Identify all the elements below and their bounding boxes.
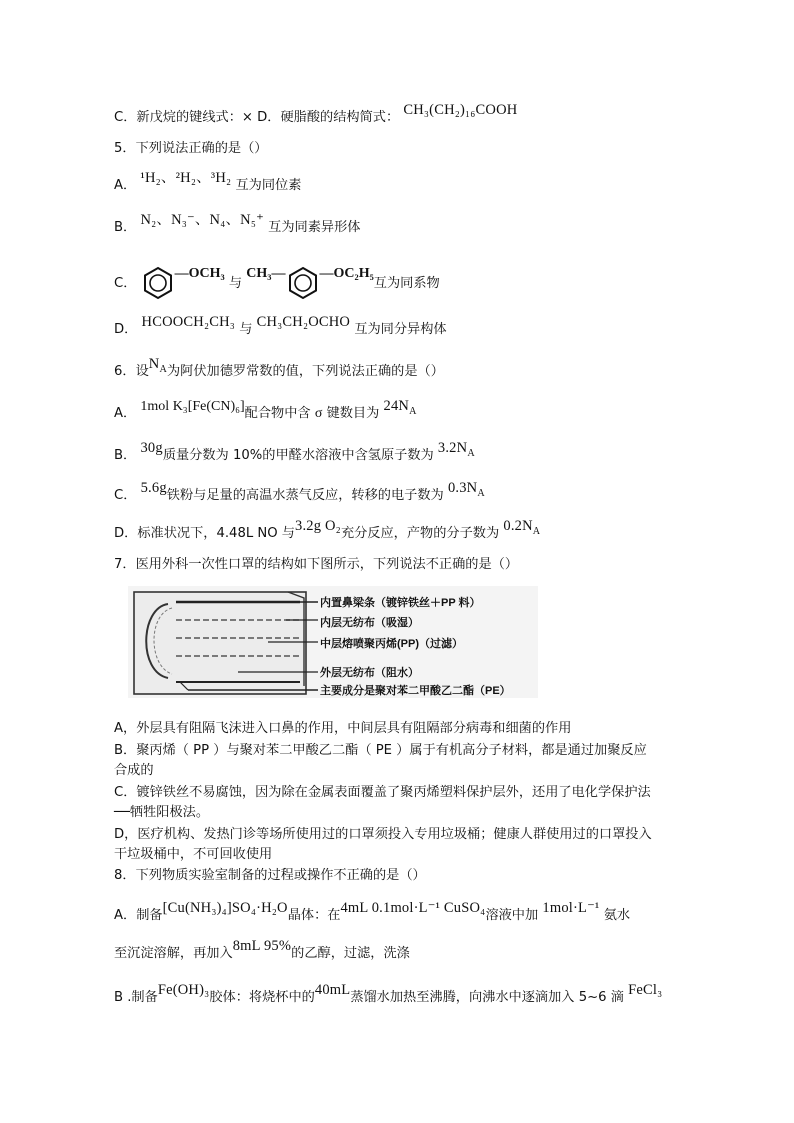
ferric-hydroxide-formula: Fe(OH)₃: [157, 982, 210, 998]
mask-structure-figure: [128, 586, 538, 698]
ammonia-conc: 1mol·L⁻¹: [542, 900, 600, 916]
benzene-ring-icon: [286, 266, 320, 300]
q5-stem: 5．下列说法正确的是（）: [114, 141, 268, 156]
q6-stem: [114, 356, 444, 386]
label-nose-wire: 内置鼻梁条（镀锌铁丝＋PP 料）: [320, 597, 481, 609]
complex-formula: 1mol K₃[Fe(CN)₆]: [140, 399, 245, 414]
option-text: 晶体：在: [287, 908, 341, 923]
mass-value: 30g: [140, 440, 163, 456]
label-middle-layer: 中层熔喷聚丙烯(PP)（过滤）: [320, 638, 463, 650]
q6-option-b: [114, 440, 475, 470]
q5-option-a: [114, 170, 302, 195]
q8-option-a-line2: [114, 938, 410, 963]
option-prefix: A．: [114, 406, 137, 421]
label-main-material: 主要成分是聚对苯二甲酸乙二酯（PE）: [320, 685, 511, 697]
option-text: 的乙醇，过滤，洗涤: [291, 946, 410, 961]
prev-question-options-c-d: [114, 102, 518, 127]
q7-stem: 7．医用外科一次性口罩的结构如下图所示，下列说法不正确的是（）: [114, 557, 519, 572]
oxygen-mass: 3.2g O₂: [295, 518, 341, 534]
ethoxy-group: OC₂H₅: [333, 266, 374, 281]
ethanol-volume: 8mL 95%: [232, 938, 292, 954]
q8-option-b: [114, 982, 663, 1007]
option-text: 充分反应，产物的分子数为: [340, 526, 500, 541]
option-prefix: D．: [114, 322, 138, 337]
mass-value: 5.6g: [140, 480, 167, 496]
option-text: 胶体：将烧杯中的: [209, 990, 315, 1005]
option-prefix: C．: [114, 488, 137, 503]
sigma-symbol: σ: [314, 406, 323, 421]
q6-option-a: [114, 398, 417, 428]
methoxy-group: OCH₃: [188, 266, 225, 281]
water-volume: 40mL: [314, 982, 351, 998]
q7-option-d-line1: D，医疗机构、发热门诊等场所使用过的口罩须投入专用垃圾桶；健康人群使用过的口罩投入: [114, 827, 652, 842]
option-prefix: C．: [114, 276, 137, 291]
option-text: D．标准状况下，4.48L NO 与: [114, 526, 295, 541]
ferric-chloride-formula: FeCl₃: [628, 982, 663, 998]
q5-option-b: [114, 212, 361, 237]
copper-sulfate-conc: 4mL 0.1mol·L⁻¹ CuSO₄: [340, 900, 486, 916]
option-text: 氨水: [603, 908, 631, 923]
q7-option-c-line2: ──牺牲阳极法。: [114, 805, 210, 820]
methyl-group: CH₃: [246, 266, 272, 281]
option-text: 溶液中加: [485, 908, 539, 923]
option-c-text: C．新戊烷的键线式：× D．硬脂酸的结构简式：: [114, 110, 400, 125]
nitrogen-species-formula: N₂、N₃⁻、N₄、N₅⁺: [140, 212, 264, 228]
q6-option-c: [114, 480, 485, 510]
q7-option-b-line2: 合成的: [114, 763, 154, 778]
option-text: 质量分数为 10%的甲醛水溶液中含氢原子数为: [162, 448, 434, 463]
option-prefix: B．: [114, 220, 137, 235]
q7-option-d-line2: 干垃圾桶中，不可回收使用: [114, 847, 273, 862]
q7-option-a: A，外层具有阻隔飞沫进入口鼻的作用，中间层具有阻隔部分病毒和细菌的作用: [114, 721, 572, 736]
option-tail: 互为同位素: [235, 178, 302, 193]
answer-value: $0.3N_A$: [447, 480, 485, 499]
q7-option-b-line1: B．聚丙烯（ PP ）与聚对苯二甲酸乙二酯（ PE ）属于有机高分子材料，都是通过加聚反应: [114, 743, 647, 758]
q5-option-d: [114, 314, 447, 339]
benzene-ring-icon: [141, 266, 175, 300]
option-text: 蒸馏水加热至沸腾，向沸水中逐滴加入 5~6 滴: [350, 990, 624, 1005]
option-tail: 互为同分异构体: [354, 322, 447, 337]
label-inner-layer: 内层无纺布（吸湿）: [320, 617, 419, 629]
option-text: 铁粉与足量的高温水蒸气反应，转移的电子数为: [166, 488, 444, 503]
q5-option-c: C． —OCH₃ 与 CH₃— —OC₂H₅互为同系物: [114, 264, 440, 304]
option-prefix: A．: [114, 178, 137, 193]
ethyl-formate-formula: HCOOCH₂CH₃: [141, 314, 236, 330]
q8-stem: 8．下列物质实验室制备的过程或操作不正确的是（）: [114, 868, 426, 883]
q6-option-d: [114, 518, 541, 548]
option-prefix: A．制备: [114, 908, 163, 923]
option-tail: 互为同素异形体: [268, 220, 361, 235]
stem-end: 为阿伏加德罗常数的值，下列说法正确的是（）: [166, 364, 444, 379]
propyl-formate-formula: CH₃CH₂OCHO: [256, 314, 351, 330]
option-text: 配合物中含: [244, 406, 311, 421]
stem-start: 6．设: [114, 364, 149, 379]
avogadro-symbol: $N_A$: [148, 356, 167, 375]
answer-value: $0.2N_A$: [503, 518, 541, 537]
option-prefix: B .制备: [114, 990, 158, 1005]
option-prefix: B．: [114, 448, 137, 463]
stearic-acid-formula: CH₃(CH₂)₁₆COOH: [403, 102, 518, 118]
answer-value: $3.2N_A$: [437, 440, 475, 459]
option-text: 至沉淀溶解，再加入: [114, 946, 233, 961]
hydrogen-isotopes-formula: ¹H₂、²H₂、³H₂: [140, 170, 232, 186]
with-word: 与: [228, 276, 243, 291]
answer-value: $24N_A$: [383, 398, 417, 417]
q7-option-c-line1: C．镀锌铁丝不易腐蚀，因为除在金属表面覆盖了聚丙烯塑料保护层外，还用了电化学保护法: [114, 785, 651, 800]
option-tail: 互为同系物: [373, 276, 440, 291]
label-outer-layer: 外层无纺布（阻水）: [320, 667, 419, 679]
copper-complex-formula: [Cu(NH₃)₄]SO₄·H₂O: [162, 900, 288, 916]
q8-option-a: [114, 900, 631, 925]
option-text: 键数目为: [326, 406, 380, 421]
with-word: 与: [239, 322, 253, 337]
